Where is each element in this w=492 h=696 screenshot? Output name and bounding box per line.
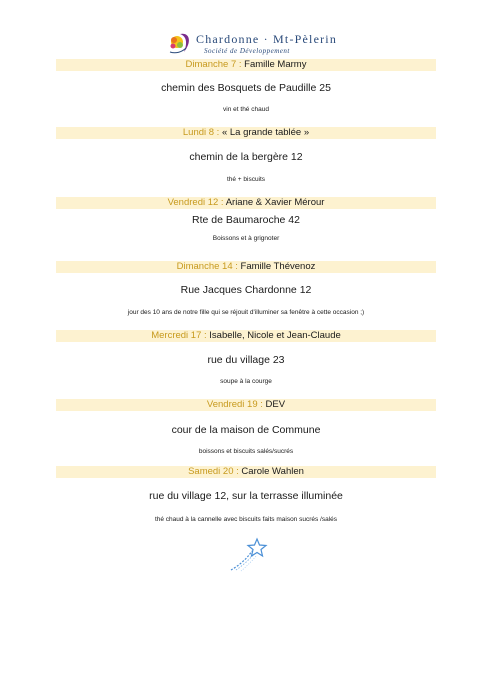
event-header [56, 330, 436, 342]
event-note: thé + biscuits [226, 176, 266, 183]
event-header [56, 466, 436, 478]
logo-subtitle: Société de Développement [204, 47, 290, 55]
event-address: rue du village 12, sur la terrasse illuminée [149, 490, 343, 502]
event-day: Dimanche 14 : [176, 261, 241, 272]
event-day: Mercredi 17 : [151, 330, 210, 341]
event-address: rue du village 23 [207, 354, 285, 366]
event-day: Lundi 8 : [182, 127, 222, 138]
event-host: Famille Thévenoz [240, 261, 316, 272]
event-header [56, 261, 436, 273]
event-header [56, 127, 436, 139]
grape-sun-logo-icon [166, 30, 194, 58]
logo [166, 30, 338, 58]
event-host: Isabelle, Nicole et Jean-Claude [209, 330, 341, 341]
event-address: cour de la maison de Commune [171, 424, 321, 436]
event-day: Samedi 20 : [188, 466, 242, 477]
event-day: Dimanche 7 : [185, 59, 245, 70]
event-note: boissons et biscuits salés/sucrés [198, 448, 294, 455]
logo-name: Chardonne · Mt-Pèlerin [196, 32, 338, 46]
event-day: Vendredi 12 : [167, 197, 226, 208]
event-note: jour des 10 ans de notre fille qui se réjouit d'illuminer sa fenêtre à cette occasion ;) [127, 309, 365, 316]
event-address: chemin des Bosquets de Paudille 25 [161, 82, 331, 94]
event-header [56, 59, 436, 71]
event-header [56, 399, 436, 411]
event-address: Rue Jacques Chardonne 12 [180, 284, 312, 296]
event-header [56, 197, 436, 209]
event-host: Ariane & Xavier Mérour [225, 197, 325, 208]
event-day: Vendredi 19 : [206, 399, 266, 410]
event-host: DEV [265, 399, 286, 410]
event-host: « La grande tablée » [221, 127, 310, 138]
event-address: chemin de la bergère 12 [189, 151, 303, 163]
event-note: thé chaud à la cannelle avec biscuits faits maison sucrés /salés [154, 516, 338, 523]
event-note: soupe à la courge [220, 378, 272, 385]
event-note: vin et thé chaud [223, 106, 269, 113]
event-host: Carole Wahlen [241, 466, 304, 477]
event-address: Rte de Baumaroche 42 [192, 214, 300, 226]
event-host: Famille Marmy [244, 59, 307, 70]
shooting-star-icon [228, 536, 268, 572]
event-note: Boissons et à grignoter [212, 235, 280, 242]
